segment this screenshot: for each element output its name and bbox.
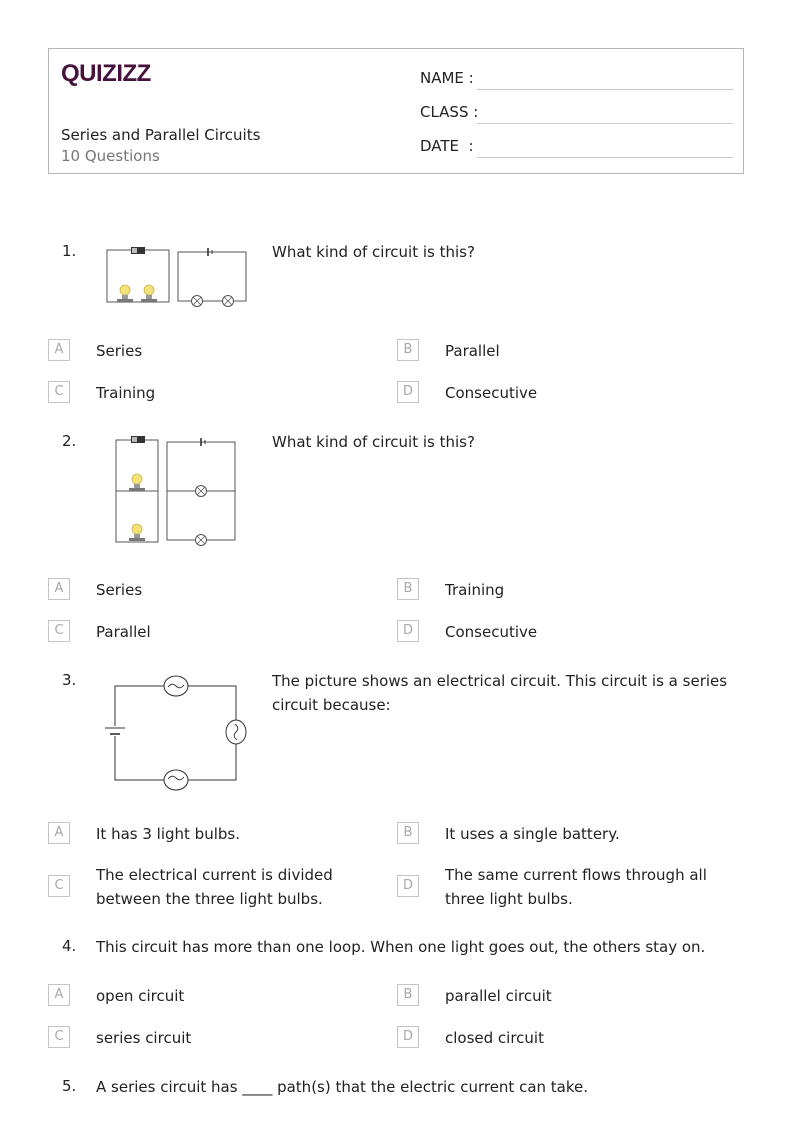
- option-d-text: closed circuit: [445, 1029, 544, 1047]
- svg-text:QUIZIZZ: QUIZIZZ: [61, 60, 151, 87]
- option-d-text: Consecutive: [445, 384, 538, 402]
- option-a-text: It has 3 light bulbs.: [96, 825, 240, 843]
- option-a-box[interactable]: A: [48, 822, 70, 844]
- option-c-box[interactable]: C: [48, 1026, 70, 1048]
- option-c-box[interactable]: C: [48, 381, 70, 403]
- question-text: The picture shows an electrical circuit. This circuit is a series circuit because:: [272, 672, 728, 714]
- question-text: This circuit has more than one loop. When one light goes out, the others stay on.: [96, 938, 706, 956]
- option-a-box[interactable]: A: [48, 578, 70, 600]
- option-a-text: open circuit: [96, 987, 185, 1005]
- option-c-box[interactable]: C: [48, 620, 70, 642]
- option-b-text: It uses a single battery.: [445, 825, 620, 843]
- option-c-text: Training: [96, 384, 156, 402]
- option-b-text: Training: [445, 581, 505, 599]
- option-b-box[interactable]: B: [397, 822, 419, 844]
- worksheet-title: Series and Parallel Circuits: [61, 126, 261, 144]
- class-line[interactable]: [477, 123, 733, 124]
- question-number: 2.: [62, 432, 77, 450]
- parallel-circuit-diagram: [112, 434, 240, 549]
- option-b-text: parallel circuit: [445, 987, 552, 1005]
- date-line[interactable]: [477, 157, 733, 158]
- question-count: 10 Questions: [61, 147, 160, 165]
- option-d-box[interactable]: D: [397, 1026, 419, 1048]
- class-label: CLASS :: [420, 103, 479, 121]
- option-b-box[interactable]: B: [397, 339, 419, 361]
- option-c-text: Parallel: [96, 623, 151, 641]
- date-label: DATE :: [420, 137, 474, 155]
- option-d-text: The same current flows through all three light bulbs.: [445, 866, 707, 908]
- option-d-text: Consecutive: [445, 623, 538, 641]
- option-a-text: Series: [96, 581, 143, 599]
- quizizz-logo: [61, 59, 153, 93]
- question-number: 4.: [62, 937, 77, 955]
- option-c-box[interactable]: C: [48, 875, 70, 897]
- option-d-box[interactable]: D: [397, 620, 419, 642]
- option-a-box[interactable]: A: [48, 339, 70, 361]
- worksheet-header: [48, 48, 744, 174]
- question-number: 1.: [62, 242, 77, 260]
- question-number: 5.: [62, 1077, 77, 1095]
- option-b-box[interactable]: B: [397, 578, 419, 600]
- option-a-box[interactable]: A: [48, 984, 70, 1006]
- name-line[interactable]: [477, 89, 733, 90]
- three-bulb-series-diagram: [104, 674, 248, 792]
- option-d-box[interactable]: D: [397, 381, 419, 403]
- name-label: NAME :: [420, 69, 474, 87]
- question-text: What kind of circuit is this?: [272, 433, 475, 451]
- option-d-box[interactable]: D: [397, 875, 419, 897]
- option-b-text: Parallel: [445, 342, 500, 360]
- option-c-text: series circuit: [96, 1029, 192, 1047]
- question-text: A series circuit has ____ path(s) that the electric current can take.: [96, 1078, 589, 1096]
- option-b-box[interactable]: B: [397, 984, 419, 1006]
- question-number: 3.: [62, 671, 77, 689]
- question-text: What kind of circuit is this?: [272, 243, 475, 261]
- series-circuit-diagram: [104, 244, 249, 310]
- option-c-text: The electrical current is divided between the three light bulbs.: [96, 866, 333, 908]
- option-a-text: Series: [96, 342, 143, 360]
